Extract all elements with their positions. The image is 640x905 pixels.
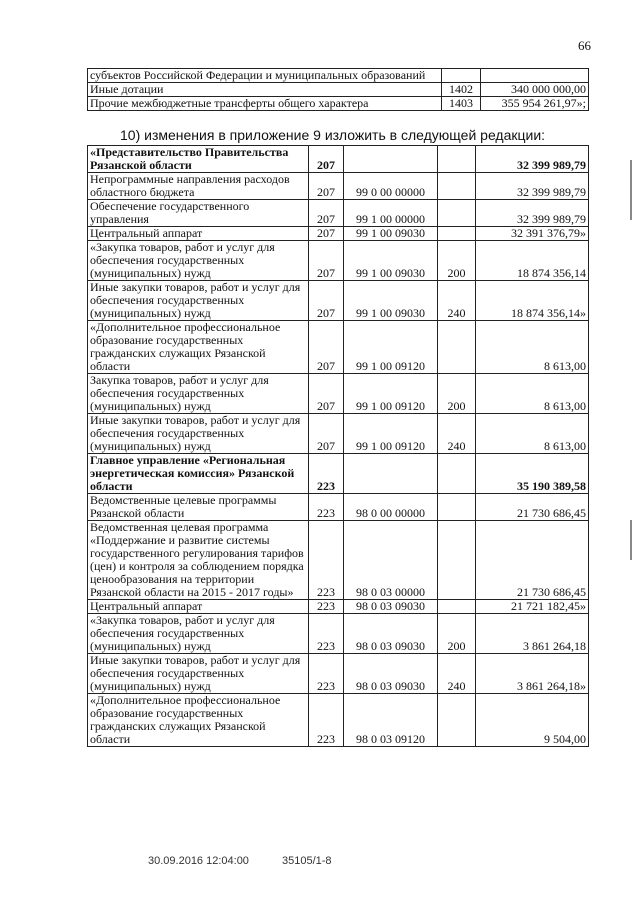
row-sum: 340 000 000,00 — [481, 83, 589, 97]
row-name: «Дополнительное профессиональное образование государственных гражданских служащих Рязанской области — [88, 694, 309, 747]
row-sum: 8 613,00 — [476, 321, 589, 374]
table-row — [88, 83, 589, 97]
row-target-article: 99 1 00 09120 — [344, 321, 438, 374]
row-name: «Представительство Правительства Рязанской области — [88, 146, 309, 173]
row-sum: 21 721 182,45» — [476, 600, 589, 614]
row-sum — [481, 69, 589, 83]
table-row — [88, 97, 589, 111]
table-row — [88, 454, 589, 494]
row-target-article: 98 0 03 09030 — [344, 614, 438, 654]
row-expense-type — [438, 521, 476, 600]
table-row — [88, 414, 589, 454]
row-name: Центральный аппарат — [88, 600, 309, 614]
transfers-table — [87, 68, 589, 111]
row-code: 207 — [309, 241, 344, 281]
row-code: 223 — [309, 454, 344, 494]
row-name: «Дополнительное профессиональное образование государственных гражданских служащих Рязанской области — [88, 321, 309, 374]
row-sum: 32 399 989,79 — [476, 173, 589, 200]
row-name: Иные закупки товаров, работ и услуг для обеспечения государственных (муниципальных) нужд — [88, 281, 309, 321]
row-expense-type — [438, 227, 476, 241]
table-row — [88, 173, 589, 200]
row-code: 223 — [309, 694, 344, 747]
row-expense-type — [438, 200, 476, 227]
table-row — [88, 281, 589, 321]
row-code: 207 — [309, 321, 344, 374]
row-target-article — [344, 146, 438, 173]
row-target-article: 98 0 03 09030 — [344, 654, 438, 694]
row-name: Ведомственная целевая программа «Поддержание и развитие системы государственного регулирования тарифов (цен) и контроля за соблюдением порядка ценообразования на территории Рязанской области на 2015 - 2017 годы» — [88, 521, 309, 600]
row-sum: 18 874 356,14 — [476, 241, 589, 281]
row-code: 223 — [309, 494, 344, 521]
row-expense-type — [438, 454, 476, 494]
row-expense-type — [438, 173, 476, 200]
row-name: Непрограммные направления расходов областного бюджета — [88, 173, 309, 200]
table-row — [88, 69, 589, 83]
row-target-article: 98 0 03 09120 — [344, 694, 438, 747]
row-expense-type: 200 — [438, 374, 476, 414]
row-code: 223 — [309, 521, 344, 600]
budget-table — [87, 145, 589, 747]
footer-doc-id: 35105/1-8 — [282, 855, 332, 867]
row-target-article: 99 1 00 00000 — [344, 200, 438, 227]
row-code: 223 — [309, 600, 344, 614]
row-name: Иные закупки товаров, работ и услуг для обеспечения государственных (муниципальных) нужд — [88, 414, 309, 454]
row-sum: 8 613,00 — [476, 414, 589, 454]
row-sum: 35 190 389,58 — [476, 454, 589, 494]
row-target-article: 99 1 00 09120 — [344, 374, 438, 414]
row-name: субъектов Российской Федерации и муниципальных образований — [88, 69, 442, 83]
row-code: 207 — [309, 200, 344, 227]
row-code: 223 — [309, 614, 344, 654]
row-expense-type — [438, 694, 476, 747]
row-target-article: 99 1 00 09030 — [344, 227, 438, 241]
row-name: Прочие межбюджетные трансферты общего характера — [88, 97, 442, 111]
row-expense-type: 240 — [438, 414, 476, 454]
row-sum: 32 391 376,79» — [476, 227, 589, 241]
row-name: Закупка товаров, работ и услуг для обеспечения государственных (муниципальных) нужд — [88, 374, 309, 414]
row-expense-type — [438, 600, 476, 614]
row-sum: 21 730 686,45 — [476, 494, 589, 521]
row-sum: 355 954 261,97»; — [481, 97, 589, 111]
row-code: 1402 — [442, 83, 481, 97]
margin-mark — [630, 160, 632, 220]
row-expense-type — [438, 321, 476, 374]
row-sum: 18 874 356,14» — [476, 281, 589, 321]
row-expense-type — [438, 146, 476, 173]
row-target-article: 99 1 00 09120 — [344, 414, 438, 454]
table-row — [88, 521, 589, 600]
row-sum: 9 504,00 — [476, 694, 589, 747]
row-name: «Закупка товаров, работ и услуг для обеспечения государственных (муниципальных) нужд — [88, 614, 309, 654]
row-target-article: 99 1 00 09030 — [344, 241, 438, 281]
table-row — [88, 614, 589, 654]
table-row — [88, 600, 589, 614]
row-expense-type: 200 — [438, 614, 476, 654]
footer-datetime: 30.09.2016 12:04:00 — [148, 855, 249, 867]
row-name: Обеспечение государственного управления — [88, 200, 309, 227]
row-code: 207 — [309, 227, 344, 241]
section-heading: 10) изменения в приложение 9 изложить в следующей редакции: — [120, 127, 546, 143]
row-target-article: 98 0 03 09030 — [344, 600, 438, 614]
row-code: 1403 — [442, 97, 481, 111]
row-target-article: 99 1 00 09030 — [344, 281, 438, 321]
table-row — [88, 321, 589, 374]
table-row — [88, 146, 589, 173]
row-code: 207 — [309, 414, 344, 454]
row-sum: 3 861 264,18 — [476, 614, 589, 654]
table-row — [88, 200, 589, 227]
footer — [148, 855, 362, 867]
row-target-article: 98 0 03 00000 — [344, 521, 438, 600]
row-name: Главное управление «Региональная энергетическая комиссия» Рязанской области — [88, 454, 309, 494]
row-code — [442, 69, 481, 83]
row-name: Ведомственные целевые программы Рязанской области — [88, 494, 309, 521]
row-sum: 3 861 264,18» — [476, 654, 589, 694]
row-code: 223 — [309, 654, 344, 694]
row-expense-type — [438, 494, 476, 521]
page-number: 66 — [578, 38, 591, 53]
table-row — [88, 654, 589, 694]
row-expense-type: 240 — [438, 654, 476, 694]
row-expense-type: 240 — [438, 281, 476, 321]
row-sum: 21 730 686,45 — [476, 521, 589, 600]
row-sum: 32 399 989,79 — [476, 200, 589, 227]
row-expense-type: 200 — [438, 241, 476, 281]
row-code: 207 — [309, 281, 344, 321]
row-code: 207 — [309, 374, 344, 414]
table-row — [88, 694, 589, 747]
margin-mark — [630, 520, 632, 560]
row-name: Иные дотации — [88, 83, 442, 97]
row-name: «Закупка товаров, работ и услуг для обеспечения государственных (муниципальных) нужд — [88, 241, 309, 281]
table-row — [88, 494, 589, 521]
row-code: 207 — [309, 146, 344, 173]
row-target-article — [344, 454, 438, 494]
row-target-article: 99 0 00 00000 — [344, 173, 438, 200]
row-code: 207 — [309, 173, 344, 200]
row-sum: 32 399 989,79 — [476, 146, 589, 173]
table-row — [88, 227, 589, 241]
table-row — [88, 241, 589, 281]
row-sum: 8 613,00 — [476, 374, 589, 414]
row-target-article: 98 0 00 00000 — [344, 494, 438, 521]
table-row — [88, 374, 589, 414]
row-name: Иные закупки товаров, работ и услуг для обеспечения государственных (муниципальных) нужд — [88, 654, 309, 694]
row-name: Центральный аппарат — [88, 227, 309, 241]
